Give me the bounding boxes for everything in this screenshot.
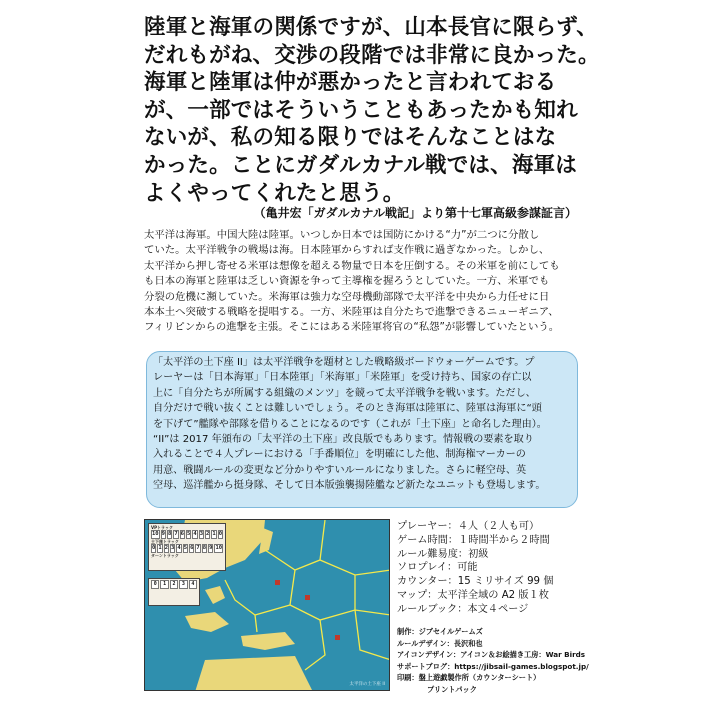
- track-cell: 6: [180, 531, 184, 537]
- spec-players: プレーヤー：４人（２人も可）: [397, 521, 540, 532]
- intro-line: 太平洋から押し寄せる米軍は想像を超える物量で日本を圧倒する。その米軍を前にしても: [144, 259, 560, 272]
- info-line: レーヤーは「日本海軍」「日本陸軍」「米海軍」「米陸軍」を受け持ち、国家の存亡以: [153, 372, 532, 384]
- info-line: 空母、巡洋艦から挺身隊、そして日本版強襲揚陸艦など新たなユニットも登場します。: [153, 480, 546, 492]
- spec-map: マップ：太平洋全域の A2 版１枚: [397, 589, 549, 601]
- dogeza-track: [151, 544, 223, 553]
- quote-attribution: （亀井宏「ガダルカナル戦記」より第十七軍高級参謀証言）: [253, 206, 577, 220]
- turn-cell: 1: [160, 580, 168, 589]
- track-cell: 0: [218, 531, 223, 537]
- quote-line: 海軍と陸軍は仲が悪かったと言われておる: [144, 70, 557, 96]
- track-cell: 5: [187, 531, 191, 537]
- intro-line: 太平洋は海軍。中国大陸は陸軍。いつしか日本では国防にかける“力”が二つに分散し: [144, 229, 540, 241]
- vp-track-panel: [148, 523, 226, 571]
- credit-producer: 制作：ジブセイルゲームズ: [397, 627, 483, 636]
- turn-track-panel: [148, 578, 200, 606]
- game-specs: [397, 520, 587, 617]
- track-cell: 6: [190, 545, 194, 551]
- info-line: を下げて”艦隊や部隊を借りることになるのです（これが「土下座」と命名した理由）。: [153, 418, 547, 430]
- info-line: 自分だけで戦い抜くことは難しいでしょう。そのとき海軍は陸軍に、陸軍は海軍に“頭: [153, 403, 542, 415]
- credit-support-blog: サポートブログ：https://jibsail-games.blogspot.jp/: [397, 661, 589, 671]
- intro-line: フィリピンからの進撃を主張。そこにはある米陸軍将官の“私怨”が影響していたという。: [144, 321, 560, 334]
- track-title: VPトラック: [151, 525, 173, 530]
- spec-difficulty: ルール難易度：初級: [397, 548, 489, 560]
- track-cell: 1: [212, 531, 216, 537]
- turn-cell: 0: [151, 580, 159, 589]
- credit-rule-design: ルールデザイン：長沢和也: [397, 638, 483, 648]
- credit-printing: 印刷：盤上遊戯製作所（カウンターシート）: [397, 673, 541, 682]
- turn-cell: 3: [179, 580, 187, 589]
- philippines-landmass: [205, 586, 225, 604]
- track-cell: 4: [177, 545, 181, 551]
- intro-line: 分裂の危機に瀕していた。米海軍は強力な空母機動部隊で太平洋を中央から力任せに日: [144, 290, 550, 303]
- quote-line: が、一部ではそういうこともあったかも知れ: [144, 97, 578, 123]
- map-counters: [275, 580, 340, 640]
- track-cell: 0: [152, 545, 156, 551]
- track-cell: 7: [174, 531, 178, 537]
- info-line: 「太平洋の土下座 II」は太平洋戦争を題材とした戦略級ボードウォーゲームです。プ: [153, 357, 535, 368]
- info-line: 用意、戦闘ルールの変更など分かりやすいルールになりました。さらに軽空母、英: [153, 464, 527, 476]
- game-description-box: [146, 351, 578, 508]
- quote-line: よくやってくれたと思う。: [144, 180, 405, 206]
- intro-paragraph: [144, 228, 584, 336]
- track-cell: 2: [164, 545, 169, 551]
- info-line: “II”は 2017 年頒布の「太平洋の土下座」改良版でもあります。情報戦の要素を取り: [153, 434, 534, 446]
- track-cell: 3: [199, 531, 204, 537]
- credit-icon-design: アイコンデザイン：アイコン＆お絵描き工房：War Birds: [397, 650, 586, 659]
- track-cell: 9: [209, 545, 213, 551]
- info-line: 上に「自分たちが所属する組織のメンツ」を競って太平洋戦争を戦います。ただし、: [153, 387, 536, 399]
- credit-printing-2: プリントパック: [427, 684, 477, 694]
- quote-line: 陸軍と海軍の関係ですが、山本長官に限らず、: [144, 15, 598, 40]
- new-guinea-landmass: [241, 632, 295, 650]
- map-caption: 太平洋の土下座 II: [349, 682, 385, 687]
- intro-line: も日本の海軍と陸軍は乏しい資源を争って主導権を握ろうとしていた。一方、米軍でも: [144, 275, 550, 288]
- quote-block: [144, 14, 600, 207]
- track-title: ターントラック: [151, 553, 179, 558]
- turn-cell: 4: [189, 580, 197, 589]
- track-cell: 7: [196, 545, 200, 551]
- spec-solo: ソロプレイ：可能: [397, 562, 478, 574]
- quote-line: だれもがね、交渉の段階では非常に良かった。: [144, 42, 600, 68]
- info-line: 入れることで４人プレーにおける「手番順位」を明確にした他、制海権マーカーの: [153, 449, 526, 461]
- track-cell: 2: [206, 531, 210, 537]
- track-cell: 10: [152, 531, 159, 537]
- turn-cell: 2: [170, 580, 178, 589]
- spec-time: ゲーム時間：１時間半から２時間: [397, 534, 550, 546]
- intro-line: 本本土へ突破する戦略を提唱する。一方、米陸軍は自分たちで進撃できるニューギニア、: [144, 306, 559, 319]
- vp-track: [151, 530, 223, 539]
- game-map-image: [144, 519, 390, 691]
- track-cell: 4: [193, 531, 197, 537]
- credits: [397, 626, 592, 695]
- track-cell: 3: [171, 545, 175, 551]
- quote-line: ないが、私の知る限りではそんなことはな: [144, 125, 557, 151]
- intro-line: ていた。太平洋戦争の戦場は海。日本陸軍からすれば支作戦に過ぎなかった。しかし、: [144, 244, 550, 257]
- turn-track: [151, 580, 197, 589]
- australia-landmass: [195, 656, 313, 691]
- spec-counters: カウンター：15 ミリサイズ 99 個: [397, 576, 554, 588]
- track-title: 土下座トラック: [151, 539, 179, 544]
- spec-rulebook: ルールブック：本文４ページ: [397, 603, 529, 615]
- quote-line: かった。ことにガダルカナル戦では、海軍は: [144, 152, 577, 178]
- track-cell: 10: [215, 545, 223, 551]
- track-cell: 8: [202, 545, 207, 551]
- track-cell: 9: [161, 531, 165, 537]
- track-cell: 8: [167, 531, 172, 537]
- borneo-landmass: [185, 612, 229, 632]
- track-cell: 5: [183, 545, 188, 551]
- track-cell: 1: [158, 545, 162, 551]
